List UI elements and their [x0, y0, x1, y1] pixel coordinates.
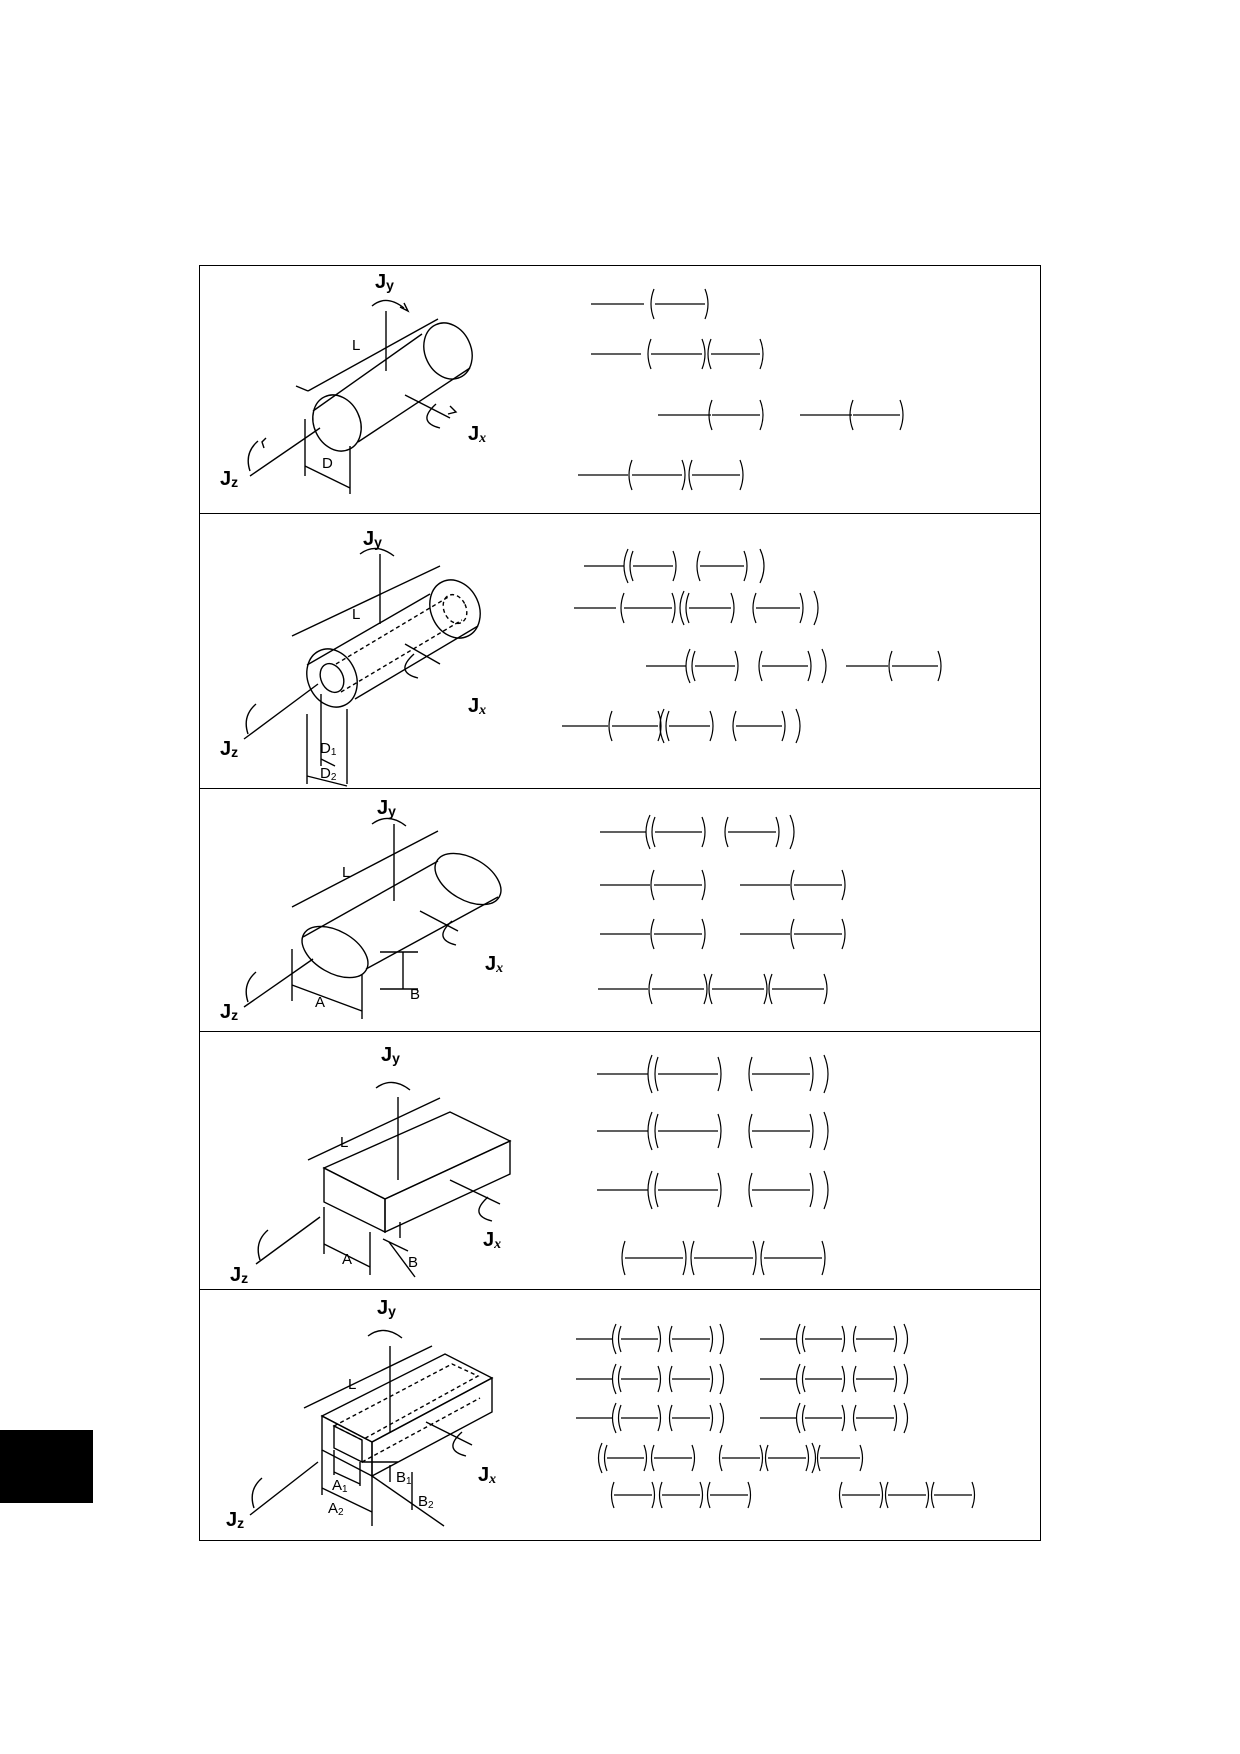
- dim-A2-label: A2: [328, 1500, 344, 1518]
- elliptic-cylinder-icon: [200, 789, 1042, 1031]
- row-hollow-rectangular-prism: [200, 1290, 1040, 1540]
- jy-label: Jy: [375, 271, 394, 293]
- solid-cylinder-icon: [200, 266, 1042, 513]
- dim-B1-label: B1: [396, 1469, 412, 1487]
- dim-D-label: D: [322, 455, 333, 472]
- jz-label: Jz: [226, 1509, 245, 1531]
- dim-B-label: B: [408, 1254, 419, 1271]
- dim-A1-label: A1: [332, 1477, 348, 1495]
- dim-L-label: L: [352, 337, 361, 354]
- inertia-formula-table: [199, 265, 1041, 1541]
- jx-label: Jx: [485, 953, 504, 976]
- row-rectangular-prism: [200, 1032, 1040, 1289]
- dim-A-label: A: [342, 1251, 353, 1268]
- jz-label: Jz: [220, 738, 239, 760]
- row-solid-cylinder: [200, 266, 1040, 513]
- hollow-cylinder-icon: [200, 514, 1042, 788]
- dim-B2-label: B2: [418, 1493, 434, 1511]
- row-elliptic-cylinder: [200, 789, 1040, 1031]
- jx-label: Jx: [468, 423, 487, 446]
- jz-label: Jz: [220, 1001, 239, 1023]
- jx-label: Jx: [478, 1464, 497, 1487]
- dim-D1-label: D1: [320, 740, 337, 758]
- dim-A-label: A: [315, 994, 326, 1011]
- rectangular-prism-icon: [200, 1032, 1042, 1289]
- dim-L-label: L: [352, 606, 361, 623]
- dim-L-label: L: [340, 1134, 349, 1151]
- hollow-rectangular-prism-icon: [200, 1290, 1042, 1540]
- jz-label: Jz: [220, 468, 239, 490]
- jx-label: Jx: [468, 695, 487, 718]
- dim-D2-label: D2: [320, 765, 337, 783]
- row-hollow-cylinder: [200, 514, 1040, 788]
- page-side-tab: [0, 1430, 93, 1503]
- jx-label: Jx: [483, 1229, 502, 1252]
- jy-label: Jy: [363, 528, 382, 550]
- jy-label: Jy: [381, 1044, 400, 1066]
- dim-L-label: L: [342, 864, 351, 881]
- dim-L-label: L: [348, 1376, 357, 1393]
- jz-label: Jz: [230, 1264, 249, 1286]
- dim-B-label: B: [410, 986, 421, 1003]
- jy-label: Jy: [377, 1297, 396, 1319]
- jy-label: Jy: [377, 797, 396, 819]
